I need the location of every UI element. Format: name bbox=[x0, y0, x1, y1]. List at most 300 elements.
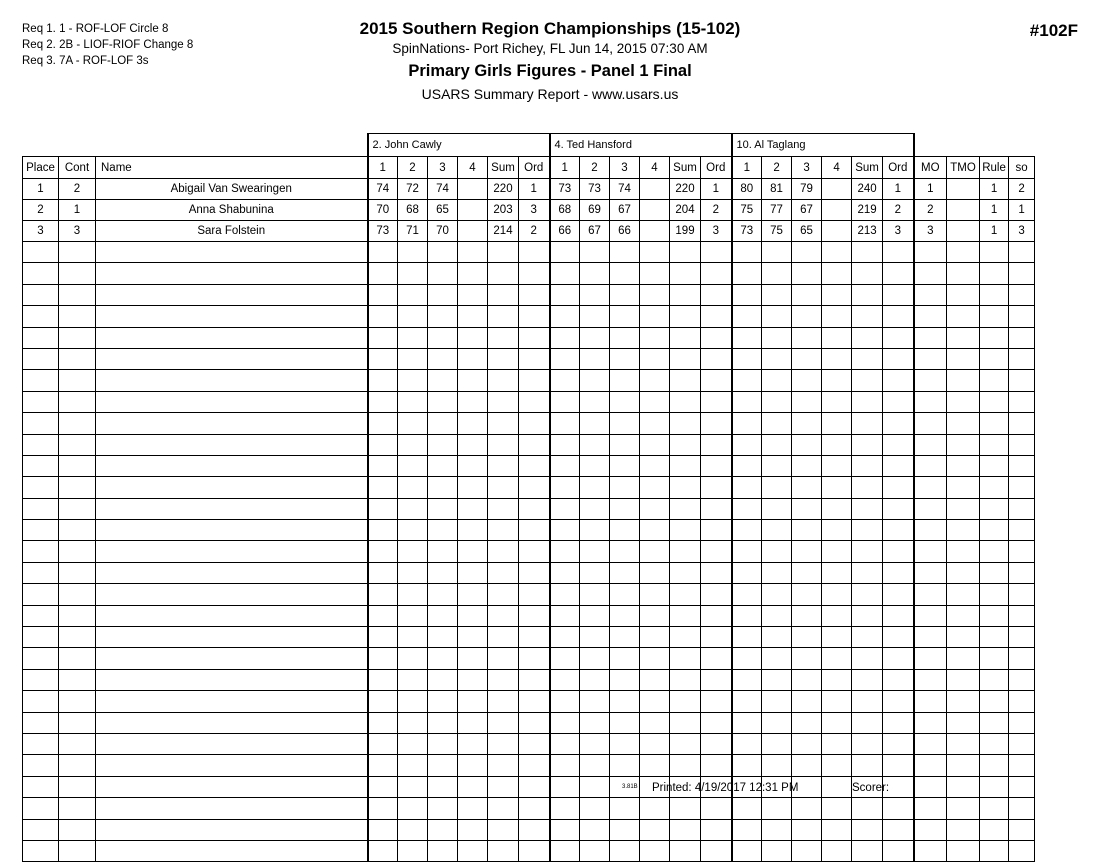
cell-empty bbox=[701, 819, 732, 840]
cell-empty bbox=[701, 242, 732, 263]
cell-empty bbox=[488, 263, 519, 284]
cell-empty bbox=[947, 434, 980, 455]
cell-empty bbox=[980, 627, 1009, 648]
cell-empty bbox=[580, 348, 610, 369]
cell-empty bbox=[458, 648, 488, 669]
cell-empty bbox=[762, 584, 792, 605]
cell-empty bbox=[458, 819, 488, 840]
cell-empty bbox=[580, 648, 610, 669]
cell-empty bbox=[980, 584, 1009, 605]
cell-empty bbox=[96, 648, 368, 669]
cell-empty bbox=[519, 242, 550, 263]
cell-empty bbox=[428, 520, 458, 541]
cell-empty bbox=[701, 733, 732, 754]
cell-empty bbox=[852, 648, 883, 669]
cell-empty bbox=[914, 798, 947, 819]
cell-empty bbox=[580, 584, 610, 605]
cell-empty bbox=[947, 498, 980, 519]
cell-empty bbox=[23, 733, 59, 754]
cell-empty bbox=[96, 242, 368, 263]
cell-empty bbox=[852, 413, 883, 434]
cell-empty bbox=[762, 541, 792, 562]
cell-empty bbox=[428, 669, 458, 690]
cell-empty bbox=[822, 755, 852, 776]
cell-empty bbox=[428, 391, 458, 412]
cell-empty bbox=[732, 391, 762, 412]
cell-empty bbox=[883, 840, 914, 861]
cell-empty bbox=[792, 242, 822, 263]
cell-empty bbox=[980, 819, 1009, 840]
cell-empty bbox=[914, 584, 947, 605]
cell-empty bbox=[670, 348, 701, 369]
cell-empty bbox=[550, 712, 580, 733]
cell-j2-fig3: 67 bbox=[610, 200, 640, 221]
header-j1-ord: Ord bbox=[519, 157, 550, 179]
cell-empty bbox=[580, 819, 610, 840]
cell-empty bbox=[59, 413, 96, 434]
cell-empty bbox=[947, 520, 980, 541]
cell-empty bbox=[580, 284, 610, 305]
cell-empty bbox=[701, 755, 732, 776]
cell-empty bbox=[23, 284, 59, 305]
cell-empty bbox=[792, 306, 822, 327]
cell-empty bbox=[550, 776, 580, 797]
cell-empty bbox=[519, 840, 550, 861]
cell-empty bbox=[822, 691, 852, 712]
cell-j2-sum: 199 bbox=[670, 221, 701, 242]
cell-empty bbox=[96, 348, 368, 369]
table-row-empty bbox=[23, 819, 1035, 840]
cell-empty bbox=[458, 605, 488, 626]
cell-empty bbox=[762, 434, 792, 455]
cell-empty bbox=[701, 370, 732, 391]
cell-empty bbox=[670, 562, 701, 583]
cell-empty bbox=[701, 477, 732, 498]
cell-empty bbox=[792, 348, 822, 369]
cell-j1-sum: 220 bbox=[488, 179, 519, 200]
cell-empty bbox=[822, 584, 852, 605]
table-row-empty bbox=[23, 520, 1035, 541]
cell-j2-sum: 220 bbox=[670, 179, 701, 200]
cell-empty bbox=[914, 434, 947, 455]
cell-empty bbox=[458, 798, 488, 819]
table-row bbox=[23, 200, 1035, 221]
cell-empty bbox=[398, 263, 428, 284]
cell-empty bbox=[580, 798, 610, 819]
cell-empty bbox=[1009, 648, 1035, 669]
cell-j3-fig4 bbox=[822, 200, 852, 221]
table-row-empty bbox=[23, 327, 1035, 348]
cell-empty bbox=[1009, 584, 1035, 605]
cell-empty bbox=[822, 306, 852, 327]
cell-empty bbox=[398, 306, 428, 327]
cell-empty bbox=[947, 413, 980, 434]
cell-empty bbox=[610, 370, 640, 391]
cell-empty bbox=[947, 242, 980, 263]
cell-empty bbox=[23, 691, 59, 712]
cell-empty bbox=[732, 562, 762, 583]
table-row-empty bbox=[23, 691, 1035, 712]
cell-empty bbox=[428, 691, 458, 712]
cell-empty bbox=[852, 498, 883, 519]
cell-empty bbox=[59, 798, 96, 819]
cell-empty bbox=[368, 327, 398, 348]
cell-empty bbox=[1009, 605, 1035, 626]
cell-empty bbox=[23, 455, 59, 476]
table-row-empty bbox=[23, 263, 1035, 284]
cell-empty bbox=[59, 242, 96, 263]
cell-empty bbox=[792, 605, 822, 626]
cell-empty bbox=[883, 520, 914, 541]
cell-empty bbox=[488, 712, 519, 733]
cell-empty bbox=[398, 284, 428, 305]
cell-empty bbox=[701, 584, 732, 605]
cell-empty bbox=[732, 284, 762, 305]
cell-empty bbox=[23, 755, 59, 776]
cell-empty bbox=[732, 691, 762, 712]
cell-empty bbox=[458, 284, 488, 305]
table-row-empty bbox=[23, 605, 1035, 626]
cell-empty bbox=[488, 541, 519, 562]
cell-empty bbox=[580, 391, 610, 412]
cell-empty bbox=[852, 691, 883, 712]
cell-empty bbox=[980, 327, 1009, 348]
cell-empty bbox=[732, 733, 762, 754]
cell-empty bbox=[947, 819, 980, 840]
cell-empty bbox=[883, 819, 914, 840]
cell-empty bbox=[640, 413, 670, 434]
cell-j1-fig1: 73 bbox=[368, 221, 398, 242]
cell-j1-ord: 1 bbox=[519, 179, 550, 200]
cell-empty bbox=[458, 455, 488, 476]
cell-empty bbox=[732, 348, 762, 369]
cell-empty bbox=[428, 370, 458, 391]
cell-empty bbox=[23, 541, 59, 562]
cell-empty bbox=[792, 691, 822, 712]
cell-j2-fig3: 74 bbox=[610, 179, 640, 200]
cell-empty bbox=[914, 520, 947, 541]
cell-empty bbox=[670, 584, 701, 605]
cell-empty bbox=[458, 520, 488, 541]
cell-empty bbox=[883, 498, 914, 519]
cell-empty bbox=[428, 819, 458, 840]
cell-empty bbox=[59, 691, 96, 712]
cell-j3-sum: 219 bbox=[852, 200, 883, 221]
cell-empty bbox=[640, 498, 670, 519]
event-location-date: SpinNations- Port Richey, FL Jun 14, 2015 07:30 AM bbox=[392, 41, 708, 56]
cell-empty bbox=[732, 263, 762, 284]
cell-empty bbox=[59, 370, 96, 391]
cell-empty bbox=[398, 242, 428, 263]
cell-empty bbox=[947, 776, 980, 797]
cell-empty bbox=[980, 391, 1009, 412]
cell-empty bbox=[640, 648, 670, 669]
cell-empty bbox=[914, 627, 947, 648]
cell-empty bbox=[732, 541, 762, 562]
cell-empty bbox=[610, 562, 640, 583]
cell-empty bbox=[368, 776, 398, 797]
cell-empty bbox=[610, 755, 640, 776]
cell-empty bbox=[947, 562, 980, 583]
cell-empty bbox=[640, 562, 670, 583]
cell-empty bbox=[96, 306, 368, 327]
cell-empty bbox=[23, 348, 59, 369]
cell-empty bbox=[732, 712, 762, 733]
cell-empty bbox=[610, 284, 640, 305]
cell-empty bbox=[822, 263, 852, 284]
cell-empty bbox=[640, 840, 670, 861]
cell-empty bbox=[792, 263, 822, 284]
cell-empty bbox=[980, 498, 1009, 519]
cell-empty bbox=[947, 733, 980, 754]
cell-empty bbox=[428, 584, 458, 605]
cell-empty bbox=[550, 455, 580, 476]
cell-empty bbox=[947, 798, 980, 819]
cell-empty bbox=[488, 819, 519, 840]
cell-empty bbox=[428, 776, 458, 797]
cell-empty bbox=[488, 327, 519, 348]
header-j1-fig1: 1 bbox=[368, 157, 398, 179]
cell-empty bbox=[852, 370, 883, 391]
cell-empty bbox=[96, 755, 368, 776]
cell-empty bbox=[640, 541, 670, 562]
cell-empty bbox=[1009, 242, 1035, 263]
cell-empty bbox=[701, 413, 732, 434]
cell-empty bbox=[852, 605, 883, 626]
cell-empty bbox=[980, 691, 1009, 712]
cell-empty bbox=[1009, 306, 1035, 327]
cell-empty bbox=[701, 434, 732, 455]
cell-empty bbox=[488, 520, 519, 541]
cell-empty bbox=[96, 413, 368, 434]
cell-empty bbox=[458, 712, 488, 733]
header-j3-fig2: 2 bbox=[762, 157, 792, 179]
band-spacer-name bbox=[96, 134, 368, 157]
cell-tmo bbox=[947, 179, 980, 200]
cell-empty bbox=[398, 798, 428, 819]
cell-empty bbox=[488, 391, 519, 412]
cell-empty bbox=[914, 648, 947, 669]
organization-line: USARS Summary Report - www.usars.us bbox=[421, 86, 679, 102]
cell-empty bbox=[550, 840, 580, 861]
cell-empty bbox=[519, 819, 550, 840]
cell-j1-sum: 203 bbox=[488, 200, 519, 221]
cell-empty bbox=[488, 798, 519, 819]
cell-j3-fig3: 79 bbox=[792, 179, 822, 200]
cell-empty bbox=[670, 648, 701, 669]
cell-j2-fig4 bbox=[640, 179, 670, 200]
cell-empty bbox=[428, 263, 458, 284]
cell-empty bbox=[458, 327, 488, 348]
event-name: Primary Girls Figures - Panel 1 Final bbox=[408, 62, 692, 80]
cell-j2-ord: 2 bbox=[701, 200, 732, 221]
cell-tmo bbox=[947, 221, 980, 242]
cell-empty bbox=[914, 263, 947, 284]
cell-mo: 3 bbox=[914, 221, 947, 242]
cell-empty bbox=[96, 776, 368, 797]
cell-empty bbox=[732, 327, 762, 348]
cell-empty bbox=[488, 370, 519, 391]
cell-empty bbox=[580, 327, 610, 348]
cell-empty bbox=[550, 348, 580, 369]
cell-empty bbox=[640, 306, 670, 327]
cell-empty bbox=[398, 648, 428, 669]
table-row-empty bbox=[23, 648, 1035, 669]
cell-empty bbox=[59, 712, 96, 733]
cell-empty bbox=[762, 520, 792, 541]
cell-empty bbox=[519, 776, 550, 797]
cell-empty bbox=[23, 840, 59, 861]
cell-empty bbox=[670, 413, 701, 434]
cell-empty bbox=[701, 840, 732, 861]
table-row-empty bbox=[23, 840, 1035, 861]
cell-empty bbox=[398, 434, 428, 455]
table-row-empty bbox=[23, 541, 1035, 562]
cell-empty bbox=[732, 648, 762, 669]
cell-empty bbox=[368, 605, 398, 626]
cell-empty bbox=[640, 520, 670, 541]
cell-empty bbox=[822, 712, 852, 733]
cell-empty bbox=[23, 306, 59, 327]
cell-empty bbox=[96, 541, 368, 562]
cell-empty bbox=[980, 455, 1009, 476]
header-j3-sum: Sum bbox=[852, 157, 883, 179]
cell-empty bbox=[701, 627, 732, 648]
cell-empty bbox=[701, 348, 732, 369]
cell-empty bbox=[670, 477, 701, 498]
cell-empty bbox=[947, 306, 980, 327]
cell-empty bbox=[822, 840, 852, 861]
cell-empty bbox=[398, 348, 428, 369]
cell-place: 1 bbox=[23, 179, 59, 200]
cell-empty bbox=[428, 348, 458, 369]
cell-empty bbox=[670, 755, 701, 776]
header-j1-fig4: 4 bbox=[458, 157, 488, 179]
cell-empty bbox=[822, 413, 852, 434]
cell-empty bbox=[610, 348, 640, 369]
cell-empty bbox=[368, 562, 398, 583]
cell-empty bbox=[488, 605, 519, 626]
cell-empty bbox=[640, 263, 670, 284]
cell-j3-fig1: 75 bbox=[732, 200, 762, 221]
cell-empty bbox=[550, 562, 580, 583]
cell-empty bbox=[732, 605, 762, 626]
table-row-empty bbox=[23, 434, 1035, 455]
cell-empty bbox=[458, 627, 488, 648]
cell-j2-fig4 bbox=[640, 200, 670, 221]
cell-empty bbox=[580, 840, 610, 861]
cell-empty bbox=[550, 263, 580, 284]
cell-empty bbox=[59, 306, 96, 327]
cell-empty bbox=[670, 541, 701, 562]
table-row-empty bbox=[23, 498, 1035, 519]
cell-empty bbox=[458, 584, 488, 605]
table-header-row bbox=[23, 157, 1035, 179]
cell-empty bbox=[852, 669, 883, 690]
cell-empty bbox=[488, 562, 519, 583]
cell-empty bbox=[852, 306, 883, 327]
cell-empty bbox=[883, 348, 914, 369]
cell-empty bbox=[550, 733, 580, 754]
cell-empty bbox=[96, 284, 368, 305]
cell-empty bbox=[852, 263, 883, 284]
cell-empty bbox=[762, 348, 792, 369]
cell-empty bbox=[762, 242, 792, 263]
cell-empty bbox=[550, 520, 580, 541]
cell-empty bbox=[947, 477, 980, 498]
cell-empty bbox=[914, 712, 947, 733]
cell-empty bbox=[792, 370, 822, 391]
cell-empty bbox=[670, 284, 701, 305]
cell-empty bbox=[519, 391, 550, 412]
cell-empty bbox=[1009, 370, 1035, 391]
cell-j1-fig4 bbox=[458, 179, 488, 200]
cell-empty bbox=[732, 520, 762, 541]
cell-empty bbox=[610, 819, 640, 840]
cell-empty bbox=[96, 498, 368, 519]
cell-empty bbox=[96, 584, 368, 605]
cell-empty bbox=[550, 584, 580, 605]
cell-empty bbox=[701, 541, 732, 562]
cell-empty bbox=[732, 242, 762, 263]
cell-empty bbox=[519, 798, 550, 819]
header-cont: Cont bbox=[59, 157, 96, 179]
cell-empty bbox=[640, 284, 670, 305]
cell-j1-ord: 2 bbox=[519, 221, 550, 242]
cell-empty bbox=[428, 733, 458, 754]
cell-empty bbox=[368, 498, 398, 519]
cell-empty bbox=[488, 306, 519, 327]
cell-empty bbox=[822, 370, 852, 391]
cell-empty bbox=[550, 627, 580, 648]
judge-2-label: 4. Ted Hansford bbox=[550, 134, 732, 157]
cell-empty bbox=[822, 733, 852, 754]
cell-empty bbox=[822, 798, 852, 819]
cell-empty bbox=[640, 348, 670, 369]
cell-empty bbox=[96, 370, 368, 391]
header-j2-fig1: 1 bbox=[550, 157, 580, 179]
cell-empty bbox=[980, 840, 1009, 861]
cell-name: Sara Folstein bbox=[96, 221, 368, 242]
cell-empty bbox=[914, 755, 947, 776]
cell-empty bbox=[519, 755, 550, 776]
cell-empty bbox=[914, 455, 947, 476]
cell-empty bbox=[519, 733, 550, 754]
cell-empty bbox=[1009, 455, 1035, 476]
cell-empty bbox=[792, 755, 822, 776]
cell-j2-fig1: 66 bbox=[550, 221, 580, 242]
table-row-empty bbox=[23, 562, 1035, 583]
cell-empty bbox=[519, 477, 550, 498]
cell-empty bbox=[852, 840, 883, 861]
cell-empty bbox=[23, 798, 59, 819]
cell-j1-fig3: 65 bbox=[428, 200, 458, 221]
cell-empty bbox=[428, 798, 458, 819]
cell-empty bbox=[640, 605, 670, 626]
cell-empty bbox=[1009, 776, 1035, 797]
cell-empty bbox=[792, 840, 822, 861]
cell-empty bbox=[580, 776, 610, 797]
cell-empty bbox=[23, 327, 59, 348]
cell-empty bbox=[398, 605, 428, 626]
cell-empty bbox=[398, 562, 428, 583]
cell-empty bbox=[368, 242, 398, 263]
cell-empty bbox=[1009, 391, 1035, 412]
event-code: #102F bbox=[1029, 21, 1078, 40]
cell-empty bbox=[852, 562, 883, 583]
cell-empty bbox=[670, 242, 701, 263]
cell-empty bbox=[980, 370, 1009, 391]
